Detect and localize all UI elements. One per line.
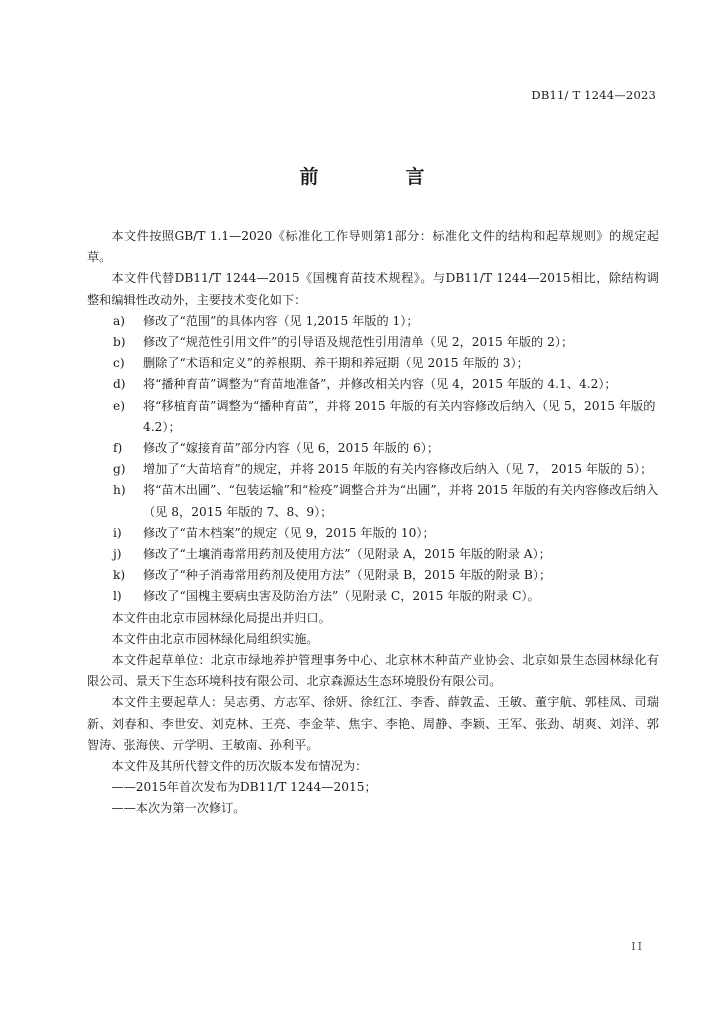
list-item-label: e): [113, 398, 125, 413]
changes-list: [87, 311, 659, 608]
list-item-label: c): [113, 356, 125, 371]
paragraph-history-first: ——2015年首次发布为DB11/T 1244—2015；: [111, 780, 377, 795]
list-item: [87, 353, 659, 374]
list-item-text: 修改了“土壤消毒常用药剂及使用方法”（见附录 A，2015 年版的附录 A）；: [143, 547, 551, 562]
list-item-label: a): [113, 313, 126, 328]
list-item-label: h): [113, 483, 126, 498]
list-item-text: 增加了“大苗培育”的规定，并将 2015 年版的有关内容修改后纳入（见 7， 2015 年版的 5）；: [143, 462, 653, 477]
list-item: [87, 396, 659, 438]
list-item-text: 修改了“种子消毒常用药剂及使用方法”（见附录 B，2015 年版的附录 B）；: [143, 568, 552, 583]
list-item: [87, 565, 659, 586]
list-item-text: 将“播种育苗”调整为“育苗地准备”，并修改相关内容（见 4，2015 年版的 4.1、4.2）；: [143, 377, 617, 392]
list-item-text: 将“苗木出圃”、“包装运输”和“检疫”调整合并为“出圃”，并将 2015 年版的有关内容修改后纳入（见 8，2015 年版的 7、8、9）；: [143, 483, 659, 519]
list-item-label: j): [113, 547, 122, 562]
paragraph-history-current: ——本次为第一次修订。: [111, 801, 246, 816]
list-item: [87, 586, 659, 607]
list-item-label: b): [113, 335, 126, 350]
list-item-label: d): [113, 377, 126, 392]
paragraph-proposer: 本文件由北京市园林绿化局提出并归口。: [111, 610, 331, 625]
list-item-label: i): [113, 525, 122, 540]
list-item: [87, 480, 659, 522]
list-item-text: 修改了“国槐主要病虫害及防治方法”（见附录 C，2015 年版的附录 C）。: [143, 589, 540, 604]
page-title: 前 言: [299, 166, 459, 188]
paragraph-drafting-units: 本文件起草单位：北京市绿地养护管理事务中心、北京林木种苗产业协会、北京如景生态园林绿化有限公司、景天下生态环境科技有限公司、北京森源达生态环境股份有限公司。: [87, 653, 659, 689]
paragraph-implementer: 本文件由北京市园林绿化局组织实施。: [111, 631, 319, 646]
list-item: [87, 374, 659, 395]
list-item-text: 修改了“嫁接育苗”部分内容（见 6，2015 年版的 6）；: [143, 441, 440, 456]
list-item: [87, 438, 659, 459]
paragraph-history-intro: 本文件及其所代替文件的历次版本发布情况为：: [111, 759, 368, 774]
list-item: [87, 332, 659, 353]
list-item-text: 修改了“范围”的具体内容（见 1,2015 年版的 1）；: [143, 313, 419, 328]
list-item-text: 修改了“苗木档案”的规定（见 9，2015 年版的 10）；: [143, 525, 435, 540]
paragraph-drafters: 本文件主要起草人：吴志勇、方志军、徐妍、徐红江、李香、薛敦孟、王敏、董宇航、郭桂凤、司瑞新、刘春和、李世安、刘克林、王亮、李金苹、焦宇、李艳、周静、李颖、王军、张劲、胡爽、刘洋、郭智涛、张海侠、亓学明、王敏南、孙利平。: [87, 695, 659, 752]
list-item-text: 修改了“规范性引用文件”的引导语及规范性引用清单（见 2，2015 年版的 2）；: [143, 335, 574, 350]
standard-code: DB11/ T 1244—2023: [531, 88, 656, 102]
document-body: [87, 226, 659, 820]
list-item: [87, 544, 659, 565]
list-item-label: f): [113, 441, 123, 456]
list-item: [87, 523, 659, 544]
list-item: [87, 459, 659, 480]
list-item-text: 将“移植育苗”调整为“播种育苗”，并将 2015 年版的有关内容修改后纳入（见 5，2015 年版的 4.2）；: [143, 398, 656, 434]
list-item-label: l): [113, 589, 122, 604]
list-item: [87, 311, 659, 332]
list-item-label: k): [113, 568, 126, 583]
list-item-label: g): [113, 462, 126, 477]
paragraph-replaces: 本文件代替DB11/T 1244—2015《国槐育苗技术规程》。与DB11/T 1244—2015相比，除结构调整和编辑性改动外，主要技术变化如下：: [87, 271, 659, 307]
paragraph-basis: 本文件按照GB/T 1.1—2020《标准化工作导则第1部分：标准化文件的结构和起草规则》的规定起草。: [87, 229, 659, 265]
list-item-text: 删除了“术语和定义”的养根期、养干期和养冠期（见 2015 年版的 3）；: [143, 356, 529, 371]
page-number: II: [631, 940, 644, 953]
